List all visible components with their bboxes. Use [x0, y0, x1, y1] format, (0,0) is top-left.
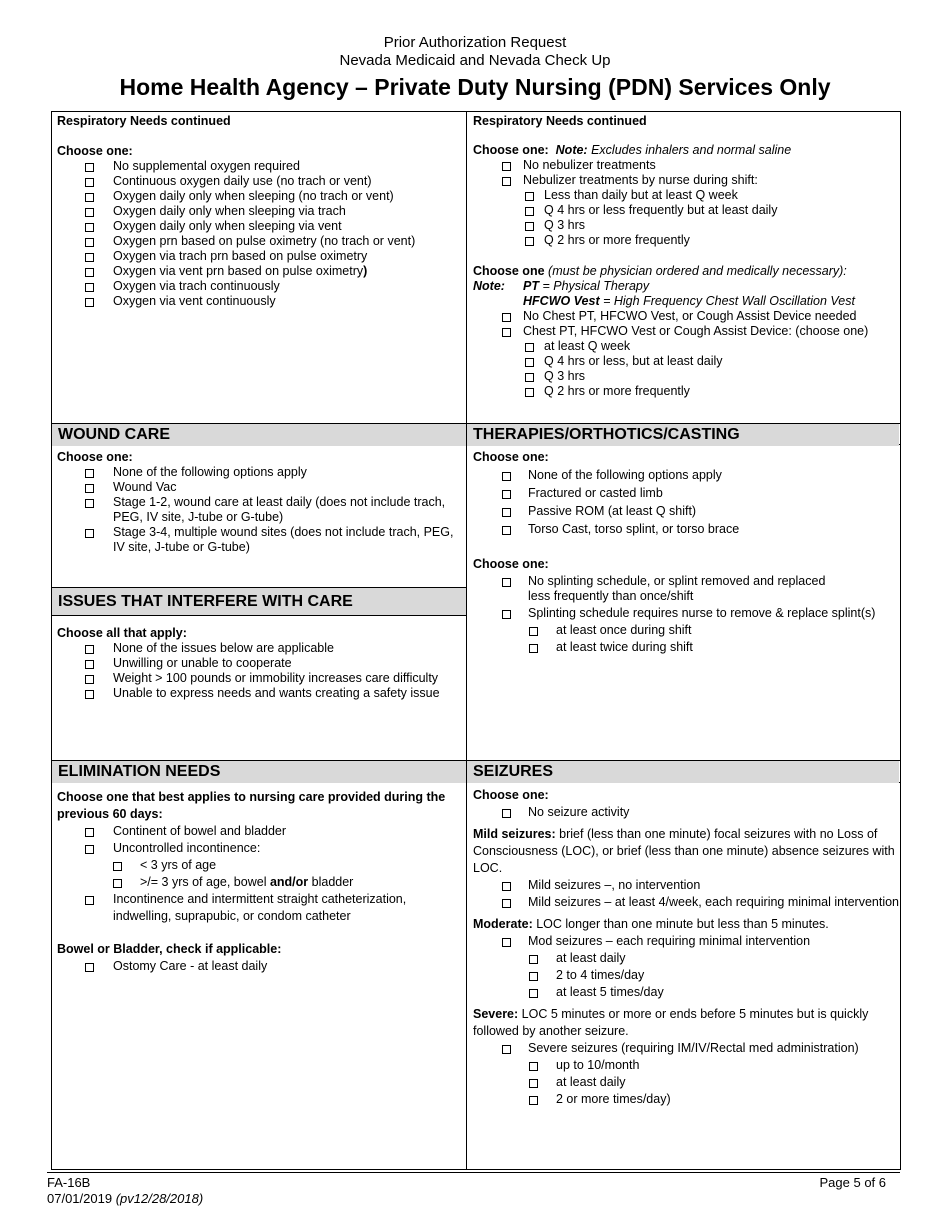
- option-label: Unwilling or unable to cooperate: [113, 656, 292, 670]
- checkbox-icon[interactable]: [525, 388, 534, 397]
- checkbox-option[interactable]: [473, 950, 899, 967]
- respiratory-left-section: [57, 114, 457, 309]
- column-divider: [466, 111, 467, 1170]
- checkbox-option[interactable]: [57, 279, 457, 294]
- checkbox-option[interactable]: [473, 1074, 899, 1091]
- checkbox-icon[interactable]: [85, 484, 94, 493]
- option-label: Unable to express needs and wants creating a safety issue: [113, 686, 440, 700]
- option-label: None of the issues below are applicable: [113, 641, 334, 655]
- checkbox-icon[interactable]: [502, 162, 511, 171]
- checkbox-option[interactable]: [473, 804, 899, 821]
- checkbox-icon[interactable]: [85, 645, 94, 654]
- checkbox-option[interactable]: [57, 958, 457, 975]
- checkbox-option[interactable]: [473, 933, 899, 950]
- option-label: Torso Cast, torso splint, or torso brace: [528, 522, 740, 536]
- checkbox-icon[interactable]: [502, 899, 511, 908]
- checkbox-icon[interactable]: [529, 972, 538, 981]
- checkbox-option[interactable]: [473, 984, 899, 1001]
- abbr-hfcwo: HFCWO Vest: [523, 294, 600, 308]
- seizures-heading: SEIZURES: [467, 761, 899, 783]
- option-label: >/= 3 yrs of age, bowel: [140, 875, 267, 889]
- checkbox-option[interactable]: [57, 525, 457, 555]
- closing-paren: ): [363, 264, 368, 278]
- mild-text: brief (less than one minute) focal seizures with no Loss of Consciousness (LOC), or brief (less than one minute) absence seizures with LOC.: [473, 827, 895, 875]
- elimination-heading: ELIMINATION NEEDS: [52, 761, 466, 783]
- option-label: at least daily: [556, 951, 626, 965]
- form-date: 07/01/2019: [47, 1191, 113, 1206]
- option-label: Oxygen prn based on pulse oximetry (no trach or vent): [113, 234, 416, 248]
- checkbox-icon[interactable]: [502, 472, 511, 481]
- option-label: Stage 1-2, wound care at least daily (does not include trach, PEG, IV site, J-tube or G-tube): [113, 495, 446, 524]
- page-title: Home Health Agency – Private Duty Nursing (PDN) Services Only: [119, 74, 831, 100]
- mild-label: Mild seizures:: [473, 827, 556, 841]
- option-label: No nebulizer treatments: [523, 158, 656, 172]
- checkbox-icon[interactable]: [502, 490, 511, 499]
- checkbox-icon[interactable]: [529, 1096, 538, 1105]
- checkbox-option[interactable]: [473, 369, 893, 384]
- option-label: Fractured or casted limb: [528, 486, 663, 500]
- checkbox-option[interactable]: [57, 656, 457, 671]
- checkbox-icon[interactable]: [113, 879, 122, 888]
- checkbox-option[interactable]: [473, 324, 893, 339]
- option-label: Q 3 hrs: [544, 218, 585, 232]
- option-label: Oxygen via trach continuously: [113, 279, 280, 293]
- bowel-bladder-label: Bowel or Bladder, check if applicable:: [57, 942, 282, 956]
- note-label: Note:: [555, 143, 588, 157]
- option-label: at least once during shift: [556, 623, 692, 637]
- checkbox-option[interactable]: [473, 354, 893, 369]
- choose-label: Choose all that apply:: [57, 626, 187, 640]
- therapies-section: [473, 450, 893, 655]
- checkbox-option[interactable]: [473, 218, 893, 233]
- checkbox-icon[interactable]: [113, 862, 122, 871]
- checkbox-option[interactable]: [473, 339, 893, 354]
- option-label: Mild seizures –, no intervention: [528, 878, 701, 892]
- choose-label: Choose one:: [473, 143, 549, 157]
- checkbox-icon[interactable]: [85, 963, 94, 972]
- checkbox-option[interactable]: [57, 840, 457, 857]
- checkbox-icon[interactable]: [85, 268, 94, 277]
- checkbox-option[interactable]: [473, 640, 893, 655]
- option-label: Q 2 hrs or more frequently: [544, 233, 690, 247]
- issues-section: [57, 626, 457, 701]
- option-label: Uncontrolled incontinence:: [113, 841, 261, 855]
- therapies-heading: THERAPIES/ORTHOTICS/CASTING: [467, 424, 899, 446]
- checkbox-option[interactable]: [473, 967, 899, 984]
- issues-heading: ISSUES THAT INTERFERE WITH CARE: [52, 588, 466, 615]
- option-label: < 3 yrs of age: [140, 858, 217, 872]
- checkbox-icon[interactable]: [85, 660, 94, 669]
- choose-note: (must be physician ordered and medically necessary):: [548, 264, 847, 278]
- checkbox-icon[interactable]: [529, 627, 538, 636]
- checkbox-option[interactable]: [473, 606, 893, 621]
- checkbox-option[interactable]: [473, 623, 893, 638]
- checkbox-icon[interactable]: [502, 882, 511, 891]
- checkbox-option[interactable]: [473, 173, 893, 188]
- option-label: Stage 3-4, multiple wound sites (does not include trach, PEG, IV site, J-tube or G-tube): [113, 525, 454, 554]
- row-divider: [51, 615, 467, 616]
- checkbox-icon[interactable]: [85, 675, 94, 684]
- checkbox-icon[interactable]: [529, 1062, 538, 1071]
- choose-label: Choose one: [473, 264, 545, 278]
- checkbox-icon[interactable]: [529, 1079, 538, 1088]
- option-label: Mild seizures – at least 4/week, each requiring minimal intervention: [528, 895, 900, 909]
- checkbox-option[interactable]: [473, 877, 899, 894]
- checkbox-option[interactable]: [473, 894, 899, 911]
- option-label: up to 10/month: [556, 1058, 640, 1072]
- section-heading: Respiratory Needs continued: [473, 114, 647, 128]
- checkbox-icon[interactable]: [502, 313, 511, 322]
- option-label: at least Q week: [544, 339, 631, 353]
- checkbox-icon[interactable]: [502, 938, 511, 947]
- checkbox-option[interactable]: [57, 264, 457, 279]
- checkbox-option[interactable]: [473, 1091, 899, 1108]
- option-label: at least daily: [556, 1075, 626, 1089]
- checkbox-option[interactable]: [473, 384, 893, 399]
- choose-label: Choose one:: [57, 450, 133, 464]
- option-label: Incontinence and intermittent straight catheterization, indwelling, suprapubic, or condom catheter: [113, 892, 407, 923]
- checkbox-icon[interactable]: [529, 644, 538, 653]
- checkbox-icon[interactable]: [502, 1045, 511, 1054]
- option-label: No Chest PT, HFCWO Vest, or Cough Assist Device needed: [523, 309, 857, 323]
- abbr-pt-def: = Physical Therapy: [542, 279, 650, 293]
- checkbox-icon[interactable]: [85, 163, 94, 172]
- checkbox-icon[interactable]: [525, 343, 534, 352]
- option-label: Ostomy Care - at least daily: [113, 959, 268, 973]
- note-label: Note:: [473, 279, 505, 293]
- checkbox-icon[interactable]: [85, 529, 94, 538]
- checkbox-icon[interactable]: [85, 283, 94, 292]
- revision-date: (pv12/28/2018): [115, 1191, 204, 1206]
- choose-label: Choose one:: [473, 788, 549, 802]
- option-label: Oxygen daily only when sleeping (no trach or vent): [113, 189, 394, 203]
- option-label-emphasis: and/or: [269, 875, 309, 889]
- checkbox-icon[interactable]: [502, 328, 511, 337]
- option-label: Passive ROM (at least Q shift): [528, 504, 697, 518]
- choose-label: Choose one:: [473, 450, 549, 464]
- moderate-text: LOC longer than one minute but less than 5 minutes.: [536, 917, 829, 931]
- checkbox-option[interactable]: [473, 203, 893, 218]
- option-label: Wound Vac: [113, 480, 177, 494]
- option-label: Oxygen via vent prn based on pulse oximetry: [113, 264, 364, 278]
- choose-label: Choose one:: [57, 144, 133, 158]
- option-label: Chest PT, HFCWO Vest or Cough Assist Device: (choose one): [523, 324, 869, 338]
- option-label: Oxygen via vent continuously: [113, 294, 276, 308]
- seizures-section: [473, 787, 899, 1108]
- checkbox-option[interactable]: [473, 1040, 899, 1057]
- choose-label: Choose one that best applies to nursing care provided during the previous 60 days:: [57, 790, 446, 821]
- checkbox-icon[interactable]: [85, 253, 94, 262]
- checkbox-option[interactable]: [57, 891, 457, 925]
- checkbox-icon[interactable]: [85, 828, 94, 837]
- header-line-1: Prior Authorization Request: [383, 34, 567, 51]
- checkbox-option[interactable]: [57, 874, 457, 891]
- checkbox-option[interactable]: [57, 686, 457, 701]
- checkbox-icon[interactable]: [529, 989, 538, 998]
- page-number: Page 5 of 6: [819, 1175, 886, 1190]
- checkbox-option[interactable]: [473, 233, 893, 248]
- checkbox-icon[interactable]: [85, 298, 94, 307]
- footer-left: [47, 1175, 203, 1207]
- option-label: Q 4 hrs or less, but at least daily: [544, 354, 723, 368]
- option-label: Weight > 100 pounds or immobility increases care difficulty: [113, 671, 439, 685]
- form-number: FA-16B: [47, 1175, 91, 1190]
- severe-text: LOC 5 minutes or more or ends before 5 minutes but is quickly followed by another seizure.: [473, 1007, 869, 1038]
- section-heading: Respiratory Needs continued: [57, 114, 231, 128]
- checkbox-option[interactable]: [473, 486, 893, 501]
- checkbox-icon[interactable]: [85, 469, 94, 478]
- checkbox-icon[interactable]: [502, 809, 511, 818]
- option-label: Mod seizures – each requiring minimal intervention: [528, 934, 811, 948]
- option-label: None of the following options apply: [113, 465, 307, 479]
- option-label: at least twice during shift: [556, 640, 693, 654]
- checkbox-icon[interactable]: [85, 208, 94, 217]
- checkbox-icon[interactable]: [502, 177, 511, 186]
- checkbox-icon[interactable]: [525, 373, 534, 382]
- checkbox-option[interactable]: [57, 294, 457, 309]
- checkbox-icon[interactable]: [525, 207, 534, 216]
- footer-rule: [47, 1172, 900, 1173]
- option-label: Oxygen via trach prn based on pulse oximetry: [113, 249, 368, 263]
- abbr-pt: PT: [523, 279, 539, 293]
- respiratory-right-section: [473, 114, 893, 399]
- checkbox-option[interactable]: [473, 1057, 899, 1074]
- checkbox-icon[interactable]: [525, 222, 534, 231]
- checkbox-icon[interactable]: [502, 610, 511, 619]
- checkbox-icon[interactable]: [85, 178, 94, 187]
- option-label: Q 3 hrs: [544, 369, 585, 383]
- option-label: Severe seizures (requiring IM/IV/Rectal med administration): [528, 1041, 859, 1055]
- checkbox-option[interactable]: [473, 574, 848, 604]
- moderate-label: Moderate:: [473, 917, 533, 931]
- option-label: No splinting schedule, or splint removed and replaced less frequently than once/shift: [528, 574, 826, 603]
- checkbox-icon[interactable]: [85, 238, 94, 247]
- checkbox-option[interactable]: [473, 468, 893, 483]
- choose-label: Choose one:: [473, 557, 549, 571]
- checkbox-icon[interactable]: [502, 526, 511, 535]
- option-label: Less than daily but at least Q week: [544, 188, 738, 202]
- checkbox-option[interactable]: [473, 188, 893, 203]
- checkbox-icon[interactable]: [85, 499, 94, 508]
- checkbox-option[interactable]: [57, 465, 457, 480]
- note-text: Excludes inhalers and normal saline: [591, 143, 792, 157]
- checkbox-option[interactable]: [57, 857, 457, 874]
- option-label: Q 2 hrs or more frequently: [544, 384, 690, 398]
- option-label: Continuous oxygen daily use (no trach or vent): [113, 174, 372, 188]
- checkbox-option[interactable]: [57, 480, 457, 495]
- checkbox-icon[interactable]: [525, 358, 534, 367]
- checkbox-option[interactable]: [57, 189, 457, 204]
- header-line-2: Nevada Medicaid and Nevada Check Up: [339, 52, 611, 69]
- checkbox-option[interactable]: [57, 671, 457, 686]
- checkbox-option[interactable]: [473, 158, 893, 173]
- wound-care-heading: WOUND CARE: [52, 424, 466, 446]
- option-label: No supplemental oxygen required: [113, 159, 300, 173]
- checkbox-icon[interactable]: [502, 508, 511, 517]
- checkbox-option[interactable]: [57, 641, 457, 656]
- option-label: Oxygen daily only when sleeping via trach: [113, 204, 346, 218]
- option-label: Q 4 hrs or less frequently but at least daily: [544, 203, 778, 217]
- checkbox-option[interactable]: [57, 219, 457, 234]
- option-label: at least 5 times/day: [556, 985, 664, 999]
- option-label: None of the following options apply: [528, 468, 722, 482]
- option-label: bladder: [311, 875, 354, 889]
- severe-label: Severe:: [473, 1007, 519, 1021]
- checkbox-option[interactable]: [473, 309, 893, 324]
- option-label: Continent of bowel and bladder: [113, 824, 287, 838]
- checkbox-option[interactable]: [57, 159, 457, 174]
- checkbox-option[interactable]: [57, 495, 457, 525]
- checkbox-icon[interactable]: [525, 237, 534, 246]
- checkbox-icon[interactable]: [525, 192, 534, 201]
- checkbox-option[interactable]: [57, 823, 457, 840]
- checkbox-icon[interactable]: [85, 845, 94, 854]
- checkbox-icon[interactable]: [502, 578, 511, 587]
- checkbox-icon[interactable]: [85, 690, 94, 699]
- option-label: Oxygen daily only when sleeping via vent: [113, 219, 342, 233]
- checkbox-option[interactable]: [57, 174, 457, 189]
- checkbox-option[interactable]: [57, 204, 457, 219]
- checkbox-option[interactable]: [473, 522, 893, 537]
- option-label: 2 to 4 times/day: [556, 968, 645, 982]
- elimination-section: [57, 789, 457, 975]
- option-label: 2 or more times/day): [556, 1092, 671, 1106]
- checkbox-icon[interactable]: [85, 896, 94, 905]
- checkbox-icon[interactable]: [529, 955, 538, 964]
- checkbox-option[interactable]: [57, 234, 457, 249]
- option-label: Splinting schedule requires nurse to remove & replace splint(s): [528, 606, 876, 620]
- option-label: No seizure activity: [528, 805, 630, 819]
- checkbox-option[interactable]: [473, 504, 893, 519]
- checkbox-option[interactable]: [57, 249, 457, 264]
- option-label: Nebulizer treatments by nurse during shift:: [523, 173, 758, 187]
- abbr-hfcwo-def: = High Frequency Chest Wall Oscillation Vest: [603, 294, 855, 308]
- checkbox-icon[interactable]: [85, 223, 94, 232]
- wound-care-section: [57, 450, 457, 555]
- checkbox-icon[interactable]: [85, 193, 94, 202]
